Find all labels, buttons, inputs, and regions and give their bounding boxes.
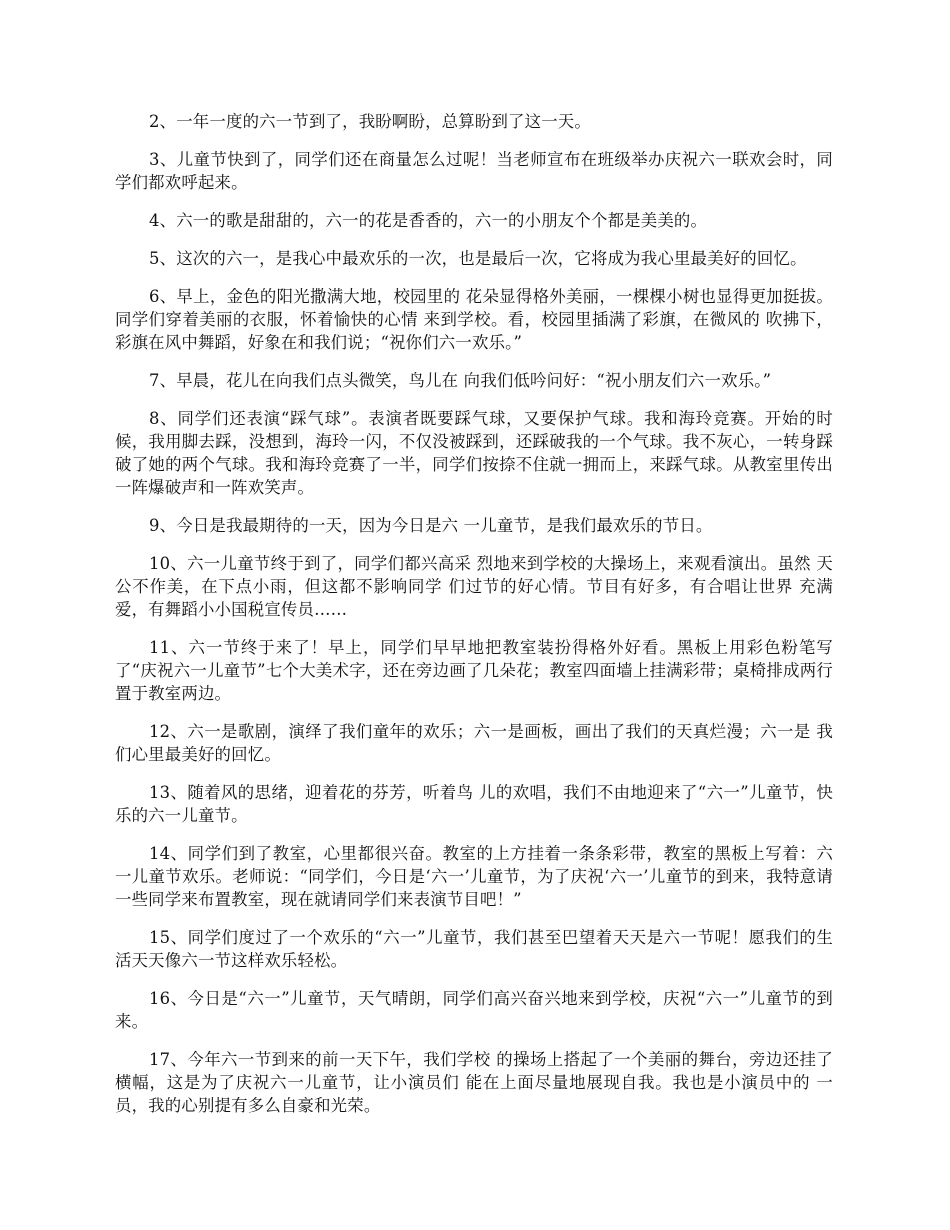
paragraph-2: 2、一年一度的六一节到了，我盼啊盼，总算盼到了这一天。 — [149, 112, 591, 131]
paragraph-10: 10、六一儿童节终于到了，同学们都兴高采 烈地来到学校的大操场上，来观看演出。虽然 天公不作美，在下点小雨，但这都不影响同学 们过节的好心情。节目有好多，有合唱让世界 充满爱，有舞蹈小小国税宣传员…… — [115, 554, 833, 619]
paragraph-6: 6、早上，金色的阳光撒满大地，校园里的 花朵显得格外美丽，一棵棵小树也显得更加挺拔。同学们穿着美丽的衣服，怀着愉快的心情 来到学校。看，校园里插满了彩旗，在微风的 吹拂下，彩旗在风中舞蹈，好象在和我们说；“祝你们六一欢乐。” — [115, 287, 833, 352]
document-body — [115, 110, 833, 1117]
paragraph-15: 15、同学们度过了一个欢乐的“六一”儿童节，我们甚至巴望着天天是六一节呢！愿我们的生活天天像六一节这样欢乐轻松。 — [115, 928, 833, 970]
paragraph-9: 9、今日是我最期待的一天，因为今日是六 一儿童节，是我们最欢乐的节日。 — [149, 516, 713, 535]
paragraph-7: 7、早晨，花儿在向我们点头微笑，鸟儿在 向我们低吟问好：“祝小朋友们六一欢乐。” — [149, 371, 772, 390]
paragraph-13: 13、随着风的思绪，迎着花的芬芳，听着鸟 儿的欢唱，我们不由地迎来了“六一”儿童节，快乐的六一儿童节。 — [115, 783, 833, 825]
paragraph-11: 11、六一节终于来了！早上，同学们早早地把教室装扮得格外好看。黑板上用彩色粉笔写了“庆祝六一儿童节”七个大美术字，还在旁边画了几朵花；教室四面墙上挂满彩带；桌椅排成两行置于教室两边。 — [115, 638, 833, 703]
paragraph-16: 16、今日是“六一”儿童节，天气晴朗，同学们高兴奋兴地来到学校，庆祝“六一”儿童节的到来。 — [115, 989, 833, 1031]
paragraph-8: 8、同学们还表演“踩气球”。表演者既要踩气球，又要保护气球。我和海玲竞赛。开始的时候，我用脚去踩，没想到，海玲一闪，不仅没被踩到，还踩破我的一个气球。我不灰心，一转身踩破了她的两个气球。我和海玲竞赛了一半，同学们按捺不住就一拥而上，来踩气球。从教室里传出一阵爆破声和一阵欢笑声。 — [115, 409, 833, 497]
paragraph-14: 14、同学们到了教室，心里都很兴奋。教室的上方挂着一条条彩带，教室的黑板上写着：六一儿童节欢乐。老师说：“同学们，今日是‘六一’儿童节，为了庆祝‘六一’儿童节的到来，我特意请一些同学来布置教室，现在就请同学们来表演节目吧！” — [115, 844, 833, 909]
paragraph-5: 5、这次的六一，是我心中最欢乐的一次，也是最后一次，它将成为我心里最美好的回忆。 — [149, 249, 807, 268]
paragraph-4: 4、六一的歌是甜甜的，六一的花是香香的，六一的小朋友个个都是美美的。 — [149, 211, 708, 230]
paragraph-3: 3、儿童节快到了，同学们还在商量怎么过呢！当老师宣布在班级举办庆祝六一联欢会时，同学们都欢呼起来。 — [115, 150, 833, 192]
paragraph-17: 17、今年六一节到来的前一天下午，我们学校 的操场上搭起了一个美丽的舞台，旁边还挂了 横幅，这是为了庆祝六一儿童节，让小演员们 能在上面尽量地展现自我。我也是小演员中的 一员，我的心别提有多么自豪和光荣。 — [115, 1050, 833, 1115]
paragraph-12: 12、六一是歌剧，演绎了我们童年的欢乐；六一是画板，画出了我们的天真烂漫；六一是 我们心里最美好的回忆。 — [115, 722, 833, 764]
